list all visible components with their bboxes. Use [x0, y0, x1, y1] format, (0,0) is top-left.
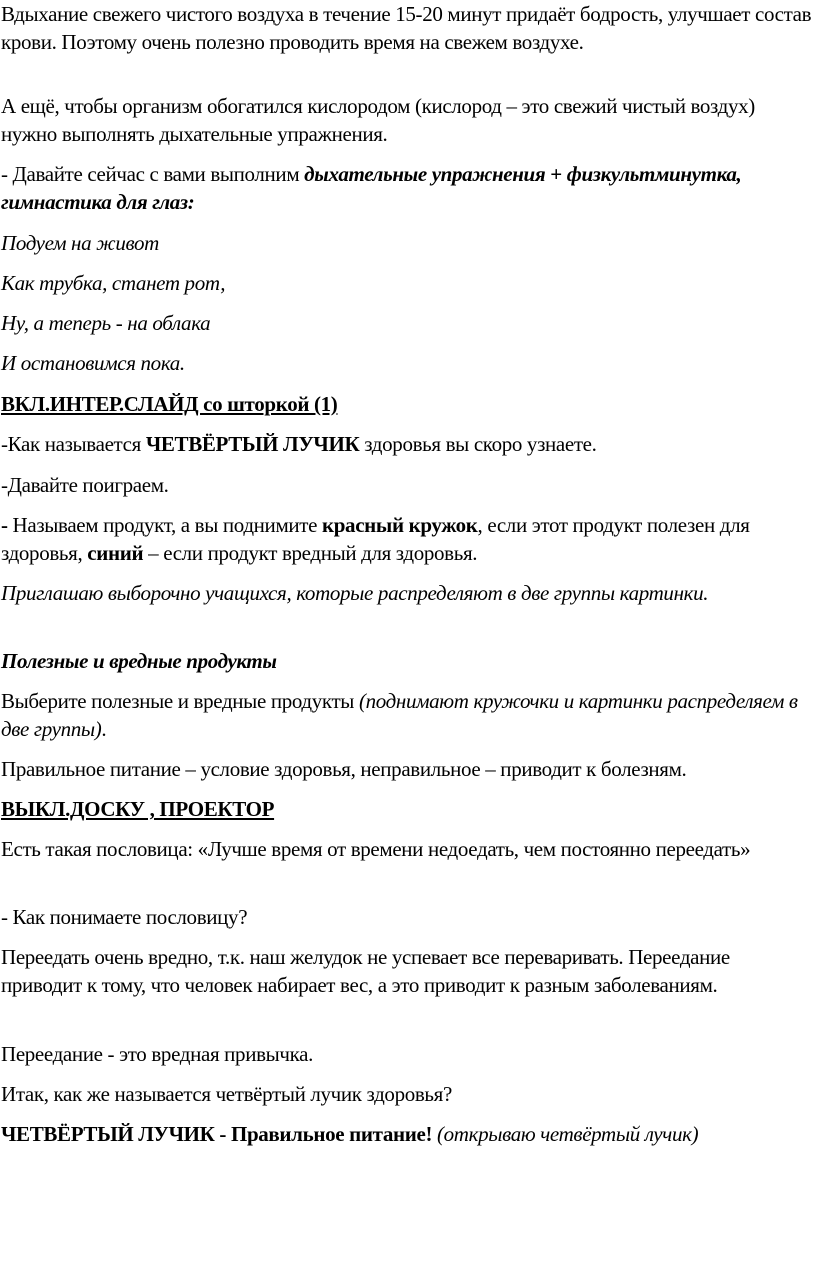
- plus-sign: +: [545, 162, 567, 186]
- paragraph-fresh-air: [1, 0, 814, 56]
- proverb-text: Есть такая пословица: «Лучше время от времени недоедать, чем постоянно переедать»: [1, 837, 751, 861]
- paragraph-overeating: [1, 943, 814, 999]
- paragraph-what-is-ray: [1, 1080, 814, 1108]
- heading-useful-harmful-products-text: Полезные и вредные продукты: [1, 649, 277, 673]
- poem-line-1-text: Подуем на живот: [1, 231, 159, 255]
- heading-board-off: [1, 795, 814, 823]
- poem-line-2-text: Как трубка, станет рот,: [1, 271, 226, 295]
- red-circle-text: красный кружок: [321, 513, 478, 537]
- paragraph-bad-habit: [1, 1040, 814, 1068]
- fourth-ray-intro-text: -Как называется: [1, 432, 146, 456]
- paragraph-lets-play: [1, 471, 814, 499]
- paragraph-oxygen-text: А ещё, чтобы организм обогатился кислородом (кислород – это свежий чистый воздух) нужно выполнять дыхательные упражнения.: [1, 94, 755, 146]
- bad-habit-text: Переедание - это вредная привычка.: [1, 1042, 314, 1066]
- paragraph-exercises: [1, 160, 814, 216]
- fourth-ray-answer-italic-text: (открываю четвёртый лучик): [437, 1122, 699, 1146]
- paragraph-fresh-air-text: Вдыхание свежего чистого воздуха в течение 15-20 минут придаёт бодрость, улучшает состав крови. Поэтому очень полезно проводить время на свежем воздухе.: [1, 2, 812, 54]
- heading-interactive-slide: [1, 390, 814, 418]
- poem-line-4-text: И остановимся пока.: [1, 351, 185, 375]
- paragraph-fourth-ray-answer: [1, 1120, 814, 1148]
- question-text: - Как понимаете пословицу?: [1, 905, 248, 929]
- blue-text: синий: [87, 541, 144, 565]
- breathing-exercises-text: дыхательные упражнения: [304, 162, 546, 186]
- fourth-ray-answer-bold-text: ЧЕТВЁРТЫЙ ЛУЧИК - Правильное питание!: [1, 1122, 433, 1146]
- poem-line-4: [1, 349, 814, 377]
- paragraph-fourth-ray: [1, 430, 814, 458]
- poem-line-3-text: Ну, а теперь - на облака: [1, 311, 211, 335]
- exercises-intro-text: - Давайте сейчас с вами выполним: [1, 162, 305, 186]
- heading-board-off-text: ВЫКЛ.ДОСКУ , ПРОЕКТОР: [1, 797, 275, 821]
- paragraph-question: [1, 903, 814, 931]
- choose-products-italic-text: (поднимают кружочки и картинки распределяем в две группы): [1, 689, 798, 741]
- fourth-ray-bold-text: ЧЕТВЁРТЫЙ ЛУЧИК: [145, 432, 360, 456]
- overeating-text: Переедать очень вредно, т.к. наш желудок не успевает все переваривать. Переедание приводит к тому, что человек набирает вес, а это приводит к разным заболеваниям.: [1, 945, 730, 997]
- poem-line-3: [1, 309, 814, 337]
- fourth-ray-end-text: здоровья вы скоро узнаете.: [359, 432, 597, 456]
- game-rules-dash: -: [1, 513, 13, 537]
- lets-play-text: -Давайте поиграем.: [1, 473, 169, 497]
- game-rules-mid-text: , если этот продукт полезен для здоровья,: [1, 513, 750, 565]
- game-rules-end-text: – если продукт вредный для здоровья.: [143, 541, 478, 565]
- choose-products-text: Выберите полезные и вредные продукты: [1, 689, 359, 713]
- poem-line-1: [1, 229, 814, 257]
- heading-interactive-slide-text: ВКЛ.ИНТЕР.СЛАЙД со шторкой (1): [1, 392, 338, 416]
- paragraph-invite-students: [1, 579, 814, 607]
- choose-products-end-text: .: [101, 717, 107, 741]
- invite-students-text: Приглашаю выборочно учащихся, которые распределяют в две группы картинки.: [1, 581, 709, 605]
- eye-gymnastics-text: физкультминутка, гимнастика для глаз:: [1, 162, 742, 214]
- paragraph-proverb: [1, 835, 814, 863]
- what-is-ray-text: Итак, как же называется четвёртый лучик здоровья?: [1, 1082, 452, 1106]
- heading-useful-harmful-products: [1, 647, 814, 675]
- game-rules-intro-text: Называем продукт, а вы поднимите: [12, 513, 322, 537]
- paragraph-oxygen: [1, 92, 814, 148]
- proper-nutrition-text: Правильное питание – условие здоровья, неправильное – приводит к болезням.: [1, 757, 687, 781]
- paragraph-choose-products: [1, 687, 814, 743]
- poem-line-2: [1, 269, 814, 297]
- paragraph-game-rules: [1, 511, 814, 567]
- paragraph-proper-nutrition: [1, 755, 814, 783]
